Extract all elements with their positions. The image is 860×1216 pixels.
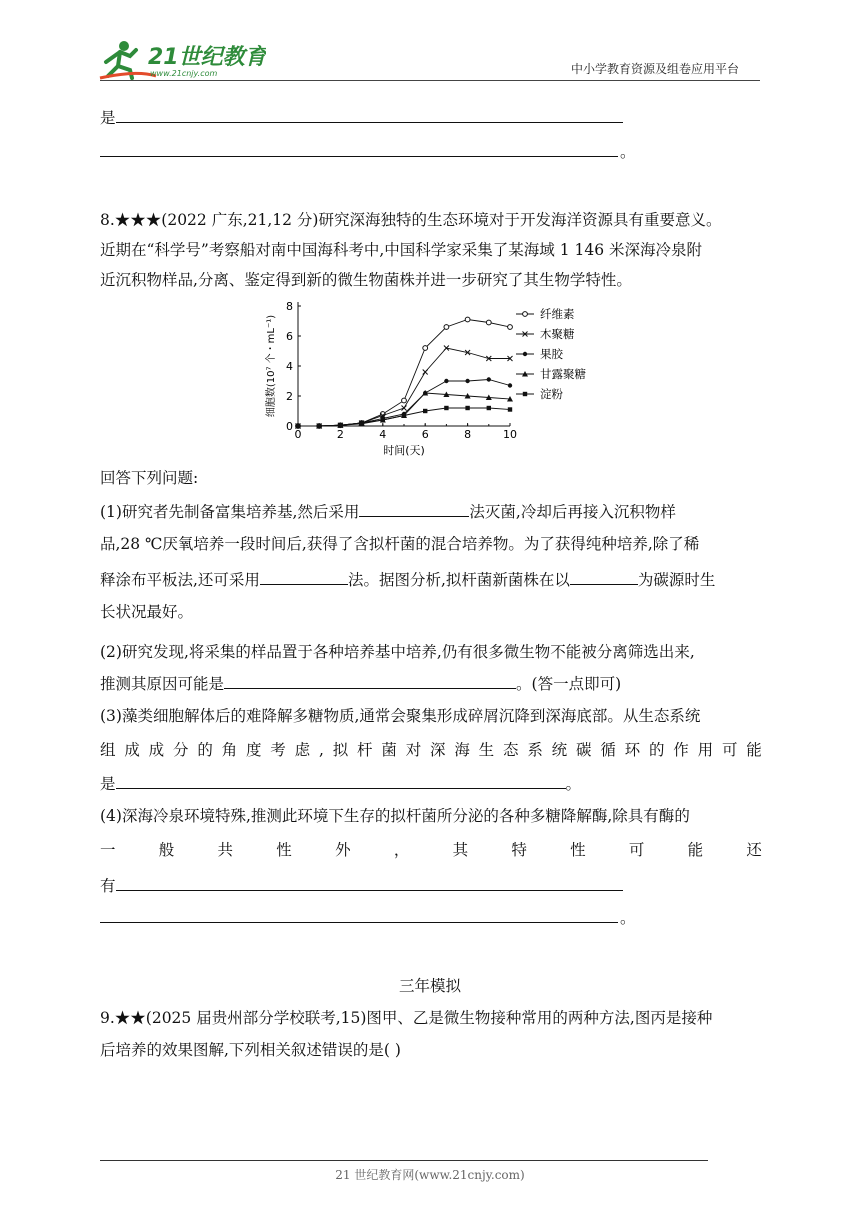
data-point bbox=[359, 422, 363, 426]
spread-char: 成 bbox=[124, 741, 140, 759]
spread-char: 特 bbox=[511, 841, 527, 859]
x-tick-label: 10 bbox=[503, 428, 517, 441]
spread-char: 用 bbox=[697, 741, 714, 759]
data-point bbox=[402, 406, 407, 411]
q8-p4-line-2 bbox=[100, 840, 762, 860]
spread-char: 生 bbox=[478, 741, 495, 759]
q8-p1-line-3: 释涂布平板法,还可采用 法。据图分析,拟杆菌新菌株在以 为碳源时生 bbox=[100, 568, 715, 590]
spread-char: 态 bbox=[503, 741, 519, 759]
q9-line-1: 9.★★(2025 届贵州部分学校联考,15)图甲、乙是微生物接种常用的两种方法,图丙是接种 bbox=[100, 1009, 713, 1027]
data-point bbox=[508, 383, 512, 387]
data-point bbox=[465, 406, 469, 410]
x-tick-label: 8 bbox=[464, 428, 472, 441]
data-point bbox=[381, 418, 385, 422]
blank-isolation-method[interactable] bbox=[260, 568, 348, 585]
spread-char: 性 bbox=[570, 841, 586, 859]
data-point bbox=[338, 423, 342, 427]
spread-char: 角 bbox=[221, 741, 238, 759]
y-tick-label: 8 bbox=[286, 300, 293, 313]
data-point bbox=[465, 317, 470, 322]
q8-p3-line-1: (3)藻类细胞解体后的难降解多糖物质,通常会聚集形成碎屑沉降到深海底部。从生态系统 bbox=[100, 707, 701, 725]
spread-char: 海 bbox=[454, 741, 470, 759]
spread-char: 作 bbox=[673, 741, 689, 759]
spread-char: 组 bbox=[100, 741, 116, 759]
spread-char: 环 bbox=[624, 741, 641, 759]
data-point bbox=[486, 320, 491, 325]
spread-char: 可 bbox=[721, 741, 738, 759]
section-title: 三年模拟 bbox=[398, 977, 461, 995]
top-answer-line-1: 是 bbox=[100, 106, 623, 128]
data-point bbox=[523, 352, 527, 356]
q8-p3-line-2 bbox=[100, 740, 762, 760]
spread-char: 对 bbox=[405, 741, 422, 759]
top-line-end: 。 bbox=[620, 143, 636, 161]
x-tick-label: 4 bbox=[379, 428, 387, 441]
data-point bbox=[523, 392, 527, 396]
data-point bbox=[487, 377, 491, 381]
data-point bbox=[508, 407, 512, 411]
q8-line-2: 近期在“科学号”考察船对南中国海科考中,中国科学家采集了某海域 1 146 米深海冷泉附 bbox=[100, 241, 703, 259]
spread-char: 成 bbox=[148, 741, 165, 759]
legend-label: 淀粉 bbox=[540, 387, 563, 401]
blank-enzyme-feature[interactable] bbox=[116, 874, 623, 891]
header-platform-text: 中小学教育资源及组卷应用平台 bbox=[571, 62, 740, 76]
spread-char: 深 bbox=[430, 741, 446, 759]
spread-char: 可 bbox=[628, 841, 645, 859]
q8-p1-line-1: (1)研究者先制备富集培养基,然后采用 法灭菌,冷却后再接入沉积物样 bbox=[100, 500, 676, 522]
data-point bbox=[317, 424, 321, 428]
spread-char: 虑 bbox=[294, 741, 311, 759]
spread-char: 共 bbox=[217, 841, 234, 859]
x-tick-label: 0 bbox=[294, 428, 302, 441]
spread-char: , bbox=[318, 741, 324, 759]
footer-divider bbox=[100, 1160, 708, 1161]
data-point bbox=[423, 370, 428, 375]
spread-char: 性 bbox=[276, 841, 292, 859]
spread-char: 系 bbox=[527, 741, 543, 759]
data-point bbox=[402, 398, 407, 403]
q8-p3-line-3: 是 。 bbox=[100, 772, 581, 794]
y-tick-label: 6 bbox=[286, 330, 293, 343]
footer-text: 21 世纪教育网(www.21cnjy.com) bbox=[335, 1168, 525, 1182]
q8-p4-end: 。 bbox=[620, 909, 636, 927]
spread-char: 碳 bbox=[575, 741, 592, 759]
spread-char: 循 bbox=[600, 741, 616, 759]
data-point bbox=[444, 406, 448, 410]
blank-carbon-source[interactable] bbox=[570, 568, 638, 585]
blank-reason[interactable] bbox=[224, 672, 516, 689]
spread-char: 菌 bbox=[381, 741, 397, 759]
spread-char: 统 bbox=[551, 741, 568, 759]
legend-label: 木聚糖 bbox=[540, 327, 575, 341]
data-point bbox=[523, 312, 528, 317]
spread-char: 度 bbox=[245, 741, 262, 759]
q8-p3-spread-text bbox=[100, 740, 762, 760]
data-point bbox=[402, 413, 406, 417]
legend-label: 纤维素 bbox=[540, 307, 575, 321]
spread-char: 般 bbox=[158, 841, 175, 859]
site-logo bbox=[96, 36, 266, 82]
y-axis-label: 细胞数(10⁷ 个・mL⁻¹) bbox=[266, 314, 277, 418]
logo-url: www.21cnjy.com bbox=[150, 69, 218, 78]
q8-answer-intro: 回答下列问题: bbox=[100, 469, 199, 487]
spread-char: 能 bbox=[687, 841, 704, 859]
spread-char: 其 bbox=[452, 841, 469, 859]
y-tick-label: 0 bbox=[286, 420, 293, 433]
x-axis-label: 时间(天) bbox=[383, 444, 425, 457]
data-point bbox=[423, 409, 427, 413]
data-point bbox=[508, 325, 513, 330]
x-tick-label: 2 bbox=[336, 428, 344, 441]
legend-label: 果胶 bbox=[540, 347, 563, 361]
spread-char: 考 bbox=[270, 741, 286, 759]
spread-char: 杆 bbox=[357, 741, 373, 759]
spread-char: 一 bbox=[100, 841, 116, 859]
logo-text: 21世纪教育 bbox=[148, 45, 266, 70]
series-line-0 bbox=[298, 320, 510, 427]
x-tick-label: 6 bbox=[421, 428, 429, 441]
blank-carbon-cycle-role[interactable] bbox=[116, 772, 566, 789]
top-answer-line-2 bbox=[100, 156, 618, 157]
cell-count-line-chart bbox=[262, 298, 602, 458]
spread-char: 能 bbox=[746, 741, 762, 759]
q9-line-2: 后培养的效果图解,下列相关叙述错误的是( ) bbox=[100, 1041, 401, 1059]
spread-char: 外 bbox=[335, 841, 351, 859]
spread-char: 分 bbox=[172, 741, 189, 759]
spread-char: 的 bbox=[648, 741, 665, 759]
y-tick-label: 2 bbox=[286, 390, 293, 403]
legend-label: 甘露聚糖 bbox=[540, 367, 586, 381]
header-divider bbox=[100, 80, 760, 81]
data-point bbox=[465, 379, 469, 383]
q8-p4-line-1: (4)深海冷泉环境特殊,推测此环境下生存的拟杆菌所分泌的各种多糖降解酶,除具有酶的 bbox=[100, 807, 690, 825]
q8-line-3: 近沉积物样品,分离、鉴定得到新的微生物菌株并进一步研究了其生物学特性。 bbox=[100, 271, 632, 289]
q8-p1-line-4: 长状况最好。 bbox=[100, 603, 194, 621]
q8-p4-spread-text bbox=[100, 840, 762, 860]
data-point bbox=[444, 325, 449, 330]
q8-p2-line-2: 推测其原因可能是 。(答一点即可) bbox=[100, 672, 621, 694]
data-point bbox=[444, 379, 448, 383]
spread-char: 拟 bbox=[332, 741, 349, 759]
q8-p2-line-1: (2)研究发现,将采集的样品置于各种培养基中培养,仍有很多微生物不能被分离筛选出来, bbox=[100, 643, 695, 661]
data-point bbox=[487, 406, 491, 410]
data-point bbox=[423, 346, 428, 351]
data-point bbox=[296, 424, 300, 428]
q8-line-1: 8.★★★(2022 广东,21,12 分)研究深海独特的生态环境对于开发海洋资源具有重要意义。 bbox=[100, 211, 722, 229]
blank-sterilization-method[interactable] bbox=[359, 500, 469, 517]
spread-char: 还 bbox=[746, 841, 762, 859]
q8-p4-answer-line bbox=[100, 922, 618, 923]
spread-char: ， bbox=[393, 841, 410, 859]
spread-char: 的 bbox=[197, 741, 213, 759]
y-tick-label: 4 bbox=[286, 360, 293, 373]
q8-p1-line-2: 品,28 ℃厌氧培养一段时间后,获得了含拟杆菌的混合培养物。为了获得纯种培养,除了稀 bbox=[100, 535, 700, 553]
q8-p4-line-3: 有 bbox=[100, 874, 623, 896]
